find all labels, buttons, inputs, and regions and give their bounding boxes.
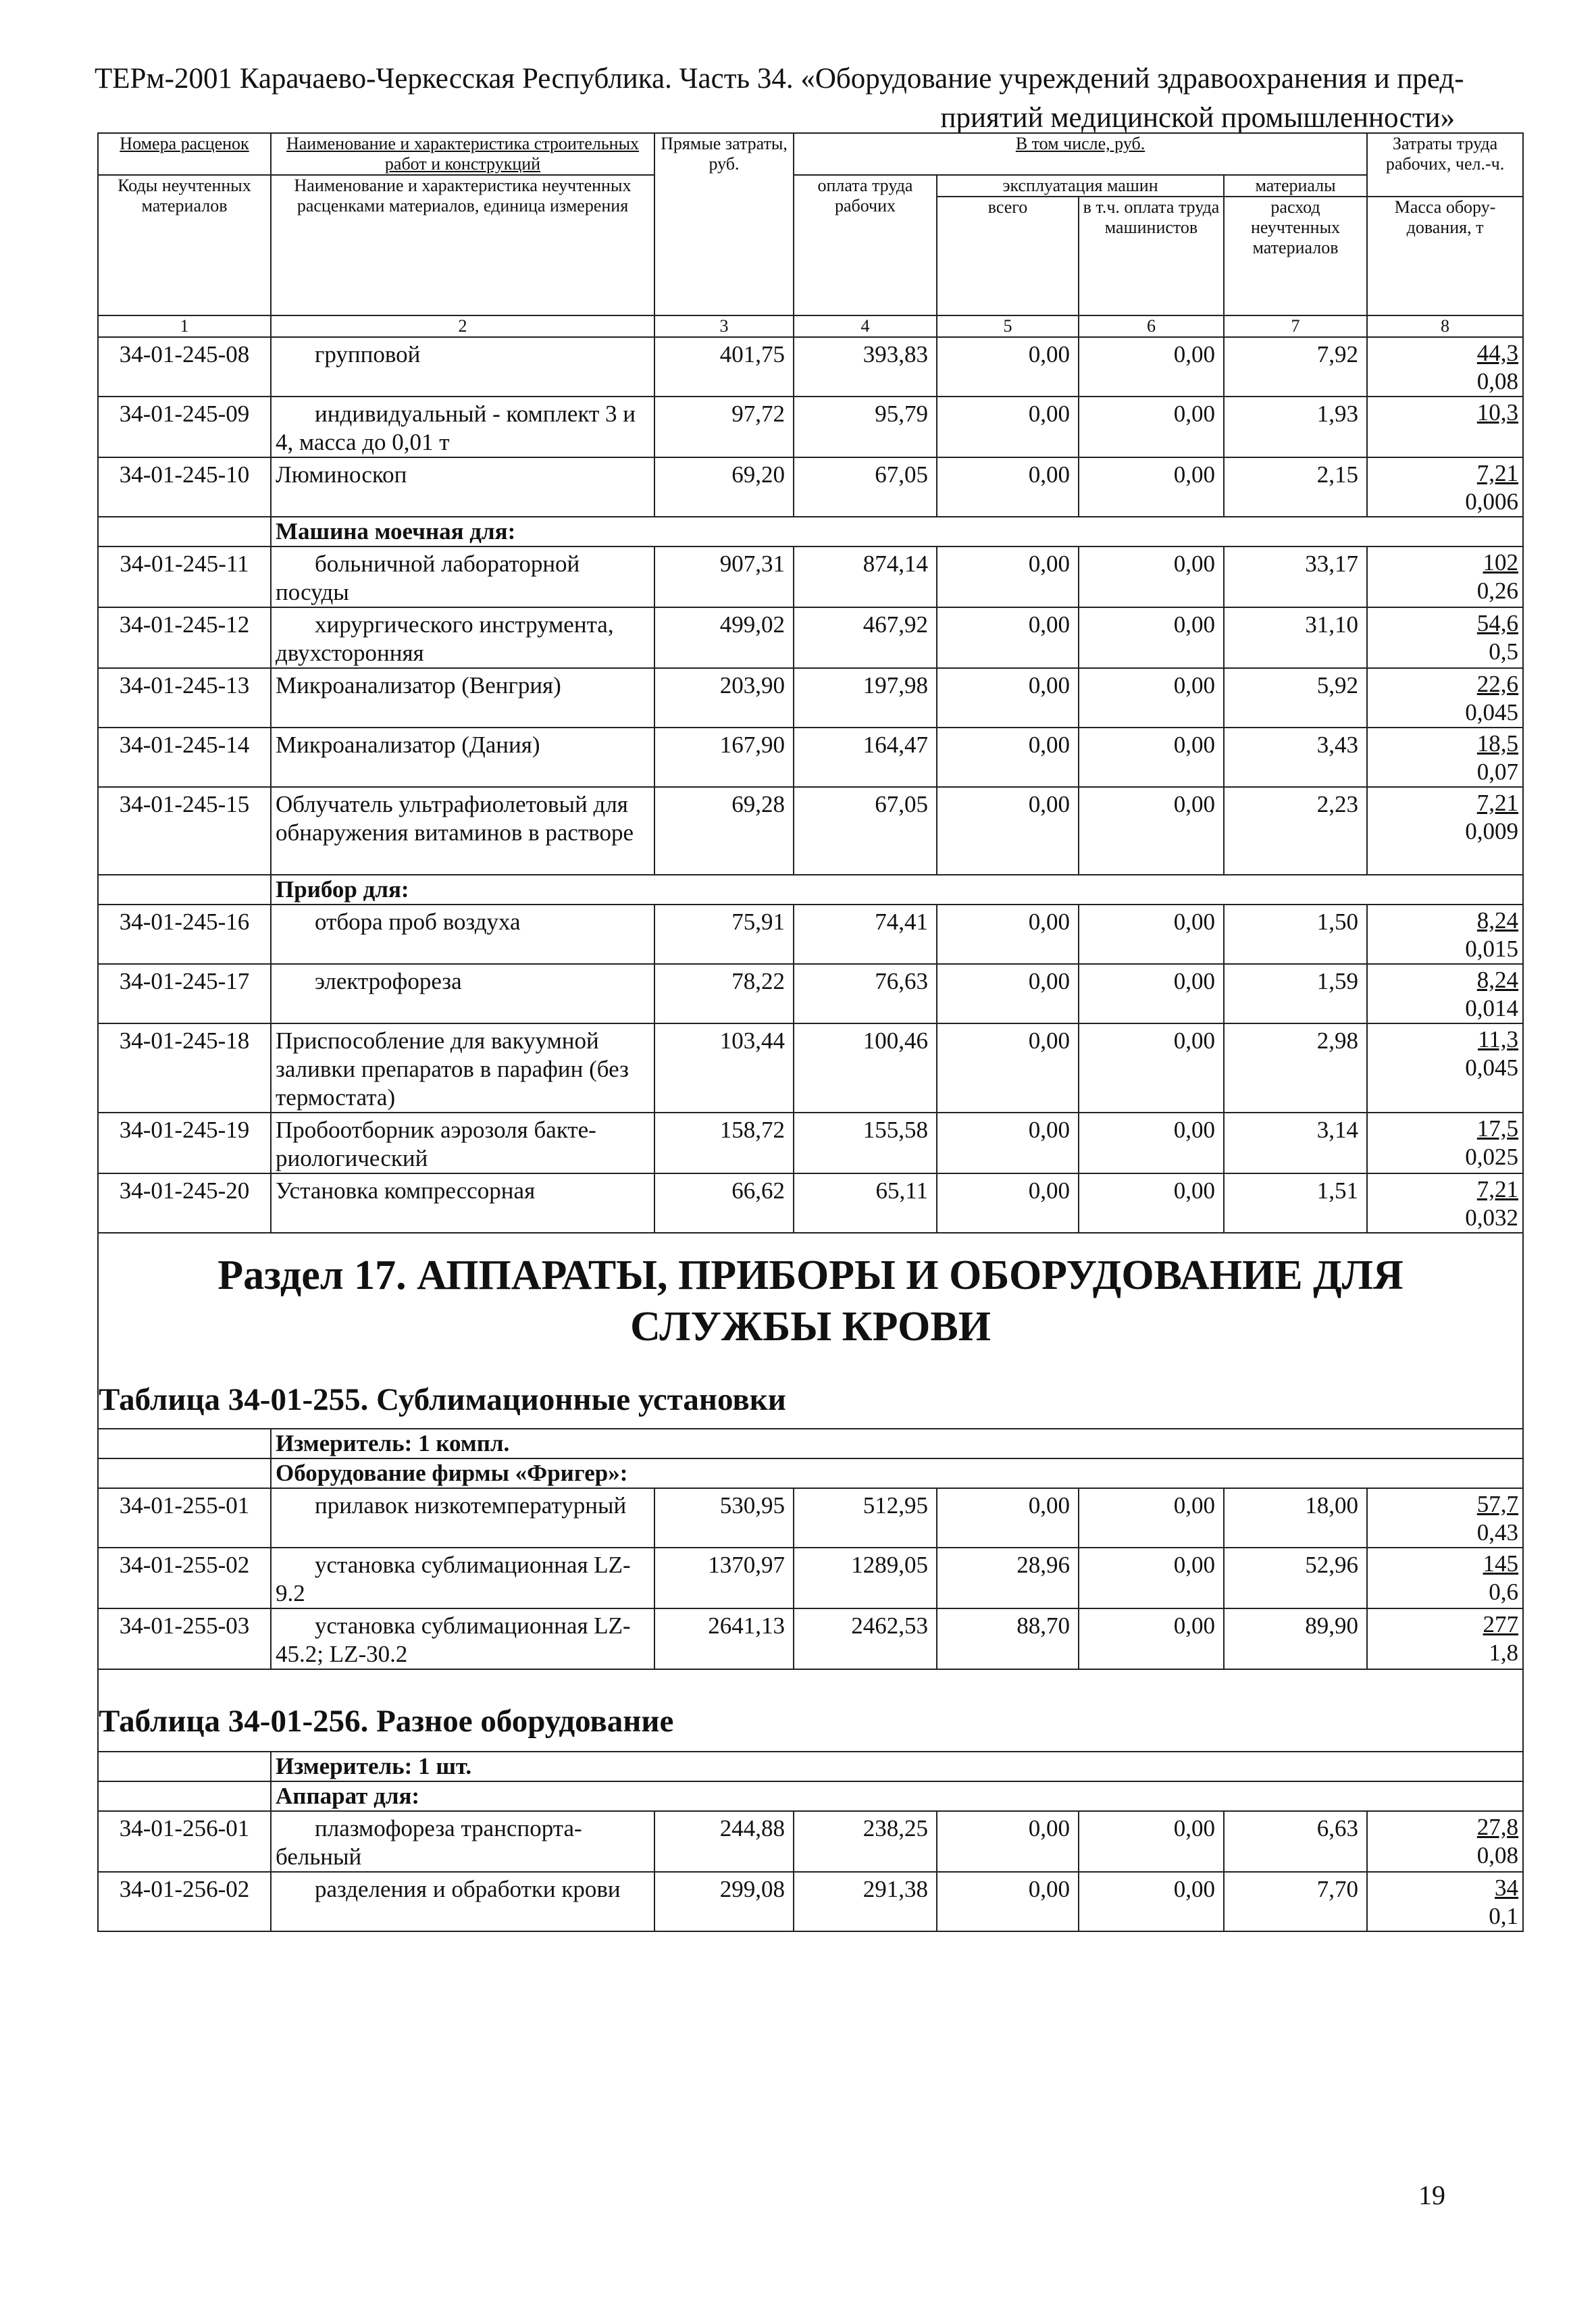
labor-hours: 27,8 — [1476, 1814, 1519, 1840]
labor-and-mass — [1367, 1113, 1523, 1173]
rate-name — [271, 1811, 654, 1872]
cost-c6: 0,00 — [1079, 1023, 1224, 1113]
cost-c7: 33,17 — [1224, 547, 1367, 607]
column-number: 6 — [1079, 315, 1224, 337]
cost-c3: 167,90 — [654, 728, 794, 787]
measure-spacer — [98, 1752, 271, 1781]
cost-c5: 0,00 — [937, 457, 1079, 517]
group-row — [98, 1458, 1523, 1488]
cost-c6: 0,00 — [1079, 337, 1224, 397]
rate-name — [271, 1023, 654, 1113]
cost-c4: 65,11 — [794, 1173, 937, 1233]
measure-row — [98, 1752, 1523, 1781]
cost-c4: 67,05 — [794, 457, 937, 517]
cost-c6: 0,00 — [1079, 1488, 1224, 1548]
column-number: 7 — [1224, 315, 1367, 337]
cost-c7: 52,96 — [1224, 1548, 1367, 1608]
cost-c7: 5,92 — [1224, 668, 1367, 728]
group-row — [98, 875, 1523, 905]
group-spacer — [98, 1781, 271, 1811]
cost-c4: 155,58 — [794, 1113, 937, 1173]
labor-and-mass — [1367, 1488, 1523, 1548]
labor-and-mass — [1367, 1173, 1523, 1233]
column-numbers-row — [98, 315, 1523, 337]
header-col2-bottom: Наименование и характеристика неучтенных расценками материалов, единица измерения — [271, 175, 654, 315]
cost-c4: 76,63 — [794, 964, 937, 1023]
cost-c7: 2,98 — [1224, 1023, 1367, 1113]
labor-hours: 54,6 — [1476, 610, 1519, 636]
cost-c7: 2,15 — [1224, 457, 1367, 517]
cost-c6: 0,00 — [1079, 547, 1224, 607]
cost-c4: 197,98 — [794, 668, 937, 728]
cost-c7: 1,59 — [1224, 964, 1367, 1023]
header-col1-bottom: Коды неучтенных материалов — [98, 175, 271, 315]
labor-hours: 8,24 — [1476, 967, 1519, 993]
section-row — [98, 1233, 1523, 1429]
cost-c7: 7,70 — [1224, 1872, 1367, 1931]
group-title: Аппарат для: — [271, 1781, 1523, 1811]
cost-c3: 499,02 — [654, 607, 794, 668]
table-row — [98, 397, 1523, 457]
rate-code: 34-01-245-18 — [98, 1023, 271, 1113]
rate-code: 34-01-245-17 — [98, 964, 271, 1023]
rate-code: 34-01-245-10 — [98, 457, 271, 517]
rate-name-text: Люминоскоп — [276, 461, 407, 488]
labor-hours: 44,3 — [1476, 340, 1519, 366]
rate-name — [271, 1872, 654, 1931]
table-row — [98, 1608, 1523, 1669]
cost-c5: 0,00 — [937, 905, 1079, 964]
cost-c6: 0,00 — [1079, 964, 1224, 1023]
cost-c4: 874,14 — [794, 547, 937, 607]
equipment-mass: 0,07 — [1476, 759, 1519, 785]
cost-c6: 0,00 — [1079, 1113, 1224, 1173]
labor-and-mass — [1367, 1872, 1523, 1931]
rate-code: 34-01-245-19 — [98, 1113, 271, 1173]
labor-hours: 10,3 — [1476, 399, 1519, 426]
group-row — [98, 1781, 1523, 1811]
group-spacer — [98, 875, 271, 905]
table-row — [98, 1811, 1523, 1872]
cost-c5: 0,00 — [937, 547, 1079, 607]
equipment-mass: 0,08 — [1476, 368, 1519, 395]
rate-name-text: групповой — [315, 341, 421, 367]
labor-and-mass — [1367, 964, 1523, 1023]
rate-code: 34-01-245-20 — [98, 1173, 271, 1233]
header-col6: в т.ч. оплата труда машинистов — [1079, 197, 1224, 315]
cost-c4: 74,41 — [794, 905, 937, 964]
cost-c7: 3,43 — [1224, 728, 1367, 787]
rate-name-text: установка сублимационная LZ-45.2; LZ-30.2 — [276, 1612, 631, 1667]
rate-name — [271, 787, 654, 875]
cost-c5: 0,00 — [937, 1488, 1079, 1548]
column-number: 4 — [794, 315, 937, 337]
cost-c6: 0,00 — [1079, 1548, 1224, 1608]
cost-c3: 69,20 — [654, 457, 794, 517]
rate-code: 34-01-256-02 — [98, 1872, 271, 1931]
cost-c6: 0,00 — [1079, 607, 1224, 668]
equipment-mass: 0,5 — [1489, 638, 1519, 665]
cost-c3: 203,90 — [654, 668, 794, 728]
table-row — [98, 668, 1523, 728]
cost-c7: 1,50 — [1224, 905, 1367, 964]
group-row — [98, 517, 1523, 547]
cost-c7: 1,93 — [1224, 397, 1367, 457]
column-number: 1 — [98, 315, 271, 337]
table-row — [98, 547, 1523, 607]
group-title: Оборудование фирмы «Фригер»: — [271, 1458, 1523, 1488]
rate-code: 34-01-245-14 — [98, 728, 271, 787]
cost-c6: 0,00 — [1079, 728, 1224, 787]
cost-c3: 907,31 — [654, 547, 794, 607]
equipment-mass: 1,8 — [1489, 1640, 1519, 1666]
labor-and-mass — [1367, 457, 1523, 517]
rate-name — [271, 1488, 654, 1548]
rate-name-text: плазмофореза транспорта-бельный — [276, 1815, 582, 1870]
cost-c4: 67,05 — [794, 787, 937, 875]
table-row — [98, 607, 1523, 668]
table-255-title: Таблица 34-01-255. Сублимационные установки — [99, 1382, 786, 1417]
rate-name — [271, 1608, 654, 1669]
rate-name — [271, 337, 654, 397]
labor-and-mass — [1367, 905, 1523, 964]
cost-c3: 244,88 — [654, 1811, 794, 1872]
header-col8-bottom: Масса обору-дования, т — [1367, 197, 1523, 315]
table-row — [98, 964, 1523, 1023]
rate-name-text: разделения и обработки крови — [315, 1876, 621, 1902]
cost-c7: 2,23 — [1224, 787, 1367, 875]
cost-c6: 0,00 — [1079, 1173, 1224, 1233]
cost-c7: 6,63 — [1224, 1811, 1367, 1872]
labor-hours: 102 — [1483, 549, 1519, 576]
rate-name — [271, 457, 654, 517]
equipment-mass: 0,08 — [1476, 1842, 1519, 1869]
table-row — [98, 1488, 1523, 1548]
cost-c7: 31,10 — [1224, 607, 1367, 668]
equipment-mass: 0,045 — [1465, 699, 1519, 726]
cost-c5: 88,70 — [937, 1608, 1079, 1669]
labor-and-mass — [1367, 607, 1523, 668]
cost-c4: 100,46 — [794, 1023, 937, 1113]
table-256-title: Таблица 34-01-256. Разное оборудование — [99, 1704, 674, 1739]
cost-c5: 0,00 — [937, 1872, 1079, 1931]
cost-c3: 97,72 — [654, 397, 794, 457]
equipment-mass: 0,014 — [1465, 995, 1519, 1021]
cost-c4: 512,95 — [794, 1488, 937, 1548]
rate-name — [271, 607, 654, 668]
labor-hours: 18,5 — [1476, 730, 1519, 757]
table-row — [98, 337, 1523, 397]
table-row — [98, 1872, 1523, 1931]
cost-c7: 89,90 — [1224, 1608, 1367, 1669]
equipment-mass: 0,006 — [1465, 488, 1519, 515]
cost-c6: 0,00 — [1079, 787, 1224, 875]
cost-c4: 164,47 — [794, 728, 937, 787]
labor-hours: 7,21 — [1476, 1176, 1519, 1202]
cost-c5: 0,00 — [937, 787, 1079, 875]
rate-name-text: электрофореза — [315, 968, 462, 994]
rate-name-text: Установка компрессорная — [276, 1177, 536, 1204]
column-number: 2 — [271, 315, 654, 337]
table-row — [98, 728, 1523, 787]
rate-code: 34-01-245-16 — [98, 905, 271, 964]
labor-and-mass — [1367, 668, 1523, 728]
page-header — [95, 59, 1472, 138]
cost-c4: 238,25 — [794, 1811, 937, 1872]
labor-hours: 8,24 — [1476, 907, 1519, 934]
cost-c5: 0,00 — [937, 1811, 1079, 1872]
equipment-mass: 0,6 — [1489, 1579, 1519, 1605]
cost-c6: 0,00 — [1079, 457, 1224, 517]
rate-name-text: отбора проб воздуха — [315, 909, 521, 935]
cost-c4: 467,92 — [794, 607, 937, 668]
cost-c6: 0,00 — [1079, 905, 1224, 964]
cost-c6: 0,00 — [1079, 1872, 1224, 1931]
rate-name — [271, 397, 654, 457]
rate-code: 34-01-255-02 — [98, 1548, 271, 1608]
table-row — [98, 1023, 1523, 1113]
rate-code: 34-01-245-12 — [98, 607, 271, 668]
cost-c7: 1,51 — [1224, 1173, 1367, 1233]
cost-c6: 0,00 — [1079, 1608, 1224, 1669]
cost-c5: 0,00 — [937, 1113, 1079, 1173]
labor-hours: 57,7 — [1476, 1491, 1519, 1517]
equipment-mass: 0,1 — [1489, 1903, 1519, 1929]
group-spacer — [98, 517, 271, 547]
equipment-mass: 0,015 — [1465, 936, 1519, 962]
header-including: В том числе, руб. — [794, 133, 1367, 175]
equipment-mass: 0,43 — [1476, 1519, 1519, 1546]
page-header-line-2: приятий медицинской промышленности» — [940, 102, 1455, 134]
labor-and-mass — [1367, 728, 1523, 787]
labor-hours: 17,5 — [1476, 1115, 1519, 1142]
rates-table — [97, 132, 1524, 1932]
labor-hours: 34 — [1495, 1875, 1519, 1901]
table-row — [98, 905, 1523, 964]
labor-hours: 145 — [1483, 1550, 1519, 1577]
cost-c5: 0,00 — [937, 964, 1079, 1023]
table-256-title-cell — [98, 1669, 1523, 1752]
rate-code: 34-01-245-13 — [98, 668, 271, 728]
rate-name-text: индивидуальный - комплект 3 и 4, масса до 0,01 т — [276, 401, 636, 455]
labor-hours: 7,21 — [1476, 460, 1519, 486]
equipment-mass: 0,009 — [1465, 818, 1519, 844]
equipment-mass: 0,025 — [1465, 1144, 1519, 1170]
measure-row — [98, 1429, 1523, 1458]
rate-code: 34-01-245-15 — [98, 787, 271, 875]
rate-name — [271, 668, 654, 728]
measure-unit: Измеритель: 1 шт. — [271, 1752, 1523, 1781]
cost-c3: 66,62 — [654, 1173, 794, 1233]
rate-code: 34-01-256-01 — [98, 1811, 271, 1872]
group-title: Прибор для: — [271, 875, 1523, 905]
rate-name-text: больничной лабораторной посуды — [276, 551, 580, 605]
column-number: 5 — [937, 315, 1079, 337]
rate-name — [271, 1548, 654, 1608]
group-title: Машина моечная для: — [271, 517, 1523, 547]
cost-c5: 0,00 — [937, 1173, 1079, 1233]
rate-name — [271, 1173, 654, 1233]
table-row — [98, 787, 1523, 875]
rate-name-text: Микроанализатор (Дания) — [276, 732, 540, 758]
header-machines: эксплуатация машин — [937, 175, 1224, 197]
rate-name-text: Облучатель ультрафиолетовый для обнаружения витаминов в растворе — [276, 791, 634, 846]
measure-spacer — [98, 1429, 271, 1458]
rate-name-text: установка сублимационная LZ-9.2 — [276, 1552, 631, 1606]
cost-c6: 0,00 — [1079, 1811, 1224, 1872]
cost-c7: 7,92 — [1224, 337, 1367, 397]
rate-code: 34-01-255-01 — [98, 1488, 271, 1548]
cost-c5: 28,96 — [937, 1548, 1079, 1608]
rate-name-text: Приспособление для вакуумной заливки препаратов в парафин (без термостата) — [276, 1027, 629, 1111]
labor-and-mass — [1367, 397, 1523, 457]
rate-name-text: хирургического инструмента, двухсторонняя — [276, 611, 614, 666]
rate-name-text: Микроанализатор (Венгрия) — [276, 672, 561, 698]
header-col4: оплата труда рабочих — [794, 175, 937, 315]
cost-c7: 3,14 — [1224, 1113, 1367, 1173]
cost-c7: 18,00 — [1224, 1488, 1367, 1548]
rate-code: 34-01-255-03 — [98, 1608, 271, 1669]
equipment-mass: 0,032 — [1465, 1204, 1519, 1231]
page-number: 19 — [1418, 2180, 1445, 2210]
labor-and-mass — [1367, 547, 1523, 607]
header-col2-top: Наименование и характеристика строительных работ и конструкций — [271, 133, 654, 175]
cost-c5: 0,00 — [937, 607, 1079, 668]
cost-c5: 0,00 — [937, 1023, 1079, 1113]
labor-and-mass — [1367, 1608, 1523, 1669]
cost-c6: 0,00 — [1079, 397, 1224, 457]
cost-c3: 530,95 — [654, 1488, 794, 1548]
measure-unit: Измеритель: 1 компл. — [271, 1429, 1523, 1458]
labor-hours: 7,21 — [1476, 790, 1519, 816]
column-number: 8 — [1367, 315, 1523, 337]
cost-c4: 291,38 — [794, 1872, 937, 1931]
header-materials: материалы — [1224, 175, 1367, 197]
cost-c3: 103,44 — [654, 1023, 794, 1113]
labor-and-mass — [1367, 337, 1523, 397]
cost-c5: 0,00 — [937, 728, 1079, 787]
header-col5: всего — [937, 197, 1079, 315]
header-col1-top: Номера расценок — [98, 133, 271, 175]
equipment-mass: 0,26 — [1476, 578, 1519, 604]
table-256-title-row — [98, 1669, 1523, 1752]
table-row — [98, 457, 1523, 517]
header-col7: расход неучтенных материалов — [1224, 197, 1367, 315]
rate-name — [271, 547, 654, 607]
table-row — [98, 1173, 1523, 1233]
labor-and-mass — [1367, 1548, 1523, 1608]
labor-and-mass — [1367, 1811, 1523, 1872]
rate-code: 34-01-245-11 — [98, 547, 271, 607]
header-col3: Прямые затраты, руб. — [654, 133, 794, 315]
cost-c4: 393,83 — [794, 337, 937, 397]
cost-c3: 401,75 — [654, 337, 794, 397]
rate-code: 34-01-245-08 — [98, 337, 271, 397]
table-row — [98, 1548, 1523, 1608]
labor-hours: 11,3 — [1478, 1026, 1519, 1052]
cost-c4: 95,79 — [794, 397, 937, 457]
cost-c3: 1370,97 — [654, 1548, 794, 1608]
section-title: Раздел 17. АППАРАТЫ, ПРИБОРЫ И ОБОРУДОВАНИЕ ДЛЯ СЛУЖБЫ КРОВИ — [217, 1252, 1404, 1350]
labor-and-mass — [1367, 787, 1523, 875]
cost-c3: 299,08 — [654, 1872, 794, 1931]
labor-and-mass — [1367, 1023, 1523, 1113]
cost-c6: 0,00 — [1079, 668, 1224, 728]
rate-name — [271, 1113, 654, 1173]
group-spacer — [98, 1458, 271, 1488]
cost-c3: 78,22 — [654, 964, 794, 1023]
cost-c3: 2641,13 — [654, 1608, 794, 1669]
cost-c4: 1289,05 — [794, 1548, 937, 1608]
rate-code: 34-01-245-09 — [98, 397, 271, 457]
table-row — [98, 1113, 1523, 1173]
labor-hours: 277 — [1483, 1611, 1519, 1637]
equipment-mass: 0,045 — [1465, 1054, 1519, 1081]
cost-c5: 0,00 — [937, 397, 1079, 457]
rate-name — [271, 964, 654, 1023]
rate-name-text: прилавок низкотемпературный — [315, 1492, 627, 1519]
rate-name — [271, 905, 654, 964]
cost-c3: 75,91 — [654, 905, 794, 964]
cost-c3: 158,72 — [654, 1113, 794, 1173]
cost-c4: 2462,53 — [794, 1608, 937, 1669]
cost-c3: 69,28 — [654, 787, 794, 875]
header-col8-top: Затраты труда рабочих, чел.-ч. — [1367, 133, 1523, 197]
rate-name-text: Пробоотборник аэрозоля бакте-риологический — [276, 1117, 596, 1171]
column-number: 3 — [654, 315, 794, 337]
section-cell — [98, 1233, 1523, 1429]
labor-hours: 22,6 — [1476, 671, 1519, 697]
rate-name — [271, 728, 654, 787]
cost-c5: 0,00 — [937, 337, 1079, 397]
page-header-line-1: ТЕРм-2001 Карачаево-Черкесская Республика. Часть 34. «Оборудование учреждений здравоохранения и пред- — [95, 63, 1464, 95]
cost-c5: 0,00 — [937, 668, 1079, 728]
